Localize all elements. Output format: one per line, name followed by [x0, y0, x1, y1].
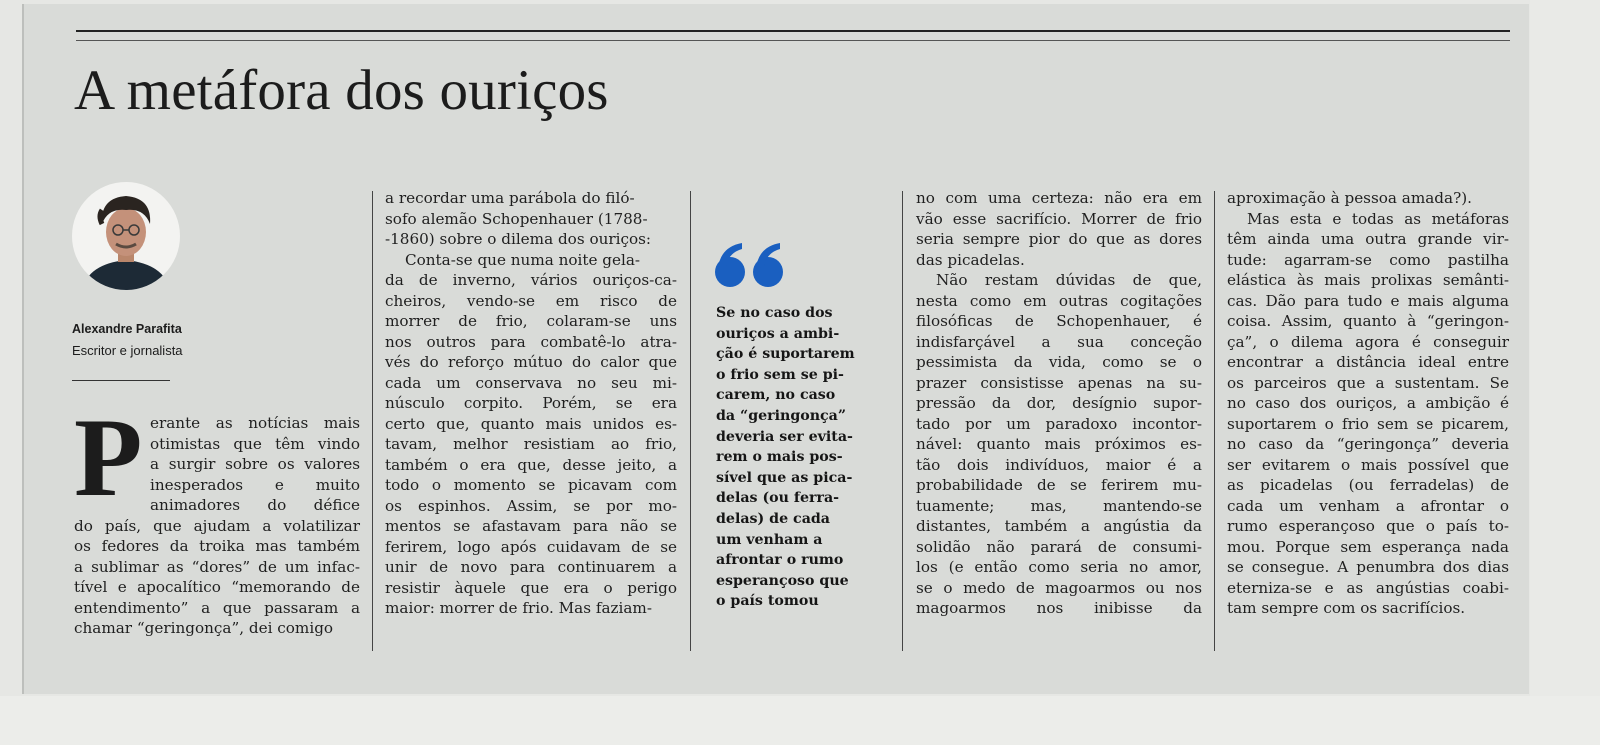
- text-line: núsculo corpito. Porém, se era: [385, 394, 677, 412]
- text-line: Não restam dúvidas de que,: [936, 271, 1202, 289]
- pull-quote-line: ouriços a ambi-: [716, 325, 840, 342]
- headline: A metáfora dos ouriços: [74, 59, 609, 122]
- text-line: animadores do défice: [150, 496, 360, 514]
- text-line: erante as notícias mais: [150, 414, 360, 432]
- text-line: tavam, melhor resistiam ao frio,: [385, 435, 677, 453]
- pull-quote-line: um venham a: [716, 531, 823, 548]
- text-line: as picadelas (ou ferradelas) de: [1227, 476, 1509, 494]
- text-line: se consegue. A penumbra dos dias: [1227, 558, 1509, 576]
- pull-quote-line: carem, no caso: [716, 387, 836, 404]
- text-line: cada um venham a afrontar o: [1227, 496, 1509, 515]
- text-line: nos outros para combatê-lo atra-: [385, 332, 677, 351]
- text-line: no com uma certeza: não era em: [916, 189, 1202, 207]
- text-line: cada um conservava no seu mi-: [385, 373, 677, 392]
- text-line: elástica às mais prolixas semânti-: [1227, 271, 1509, 289]
- text-line: tível e apocalítico “memorando de: [74, 578, 360, 596]
- column-divider: [902, 191, 903, 651]
- text-line: filosóficas de Schopenhauer, é: [916, 312, 1202, 330]
- text-line: mentos se afastavam para não se: [385, 517, 677, 535]
- text-line: ça”, o dilema agora é conseguir: [1227, 332, 1509, 351]
- pull-quote-line: delas (ou ferra-: [716, 490, 840, 507]
- column-1: [150, 413, 360, 516]
- text-line: coisa. Assim, quanto à “geringon-: [1227, 312, 1509, 330]
- text-line: se o medo de magoarmos ou nos: [916, 578, 1202, 597]
- quote-mark-icon: [714, 241, 788, 293]
- text-line: ferirem, logo após cuidavam de se: [385, 537, 677, 556]
- text-line: nesta como em outras cogitações: [916, 291, 1202, 310]
- text-line: otimistas que têm vindo: [150, 434, 360, 453]
- column-3: [916, 188, 1202, 619]
- text-line: unir de novo para continuarem a: [385, 558, 677, 576]
- text-line: nável: quanto mais próximos es-: [916, 435, 1202, 453]
- text-line: eterniza-se e as angústias coabi-: [1227, 578, 1509, 597]
- column-divider: [690, 191, 691, 651]
- pull-quote-line: afrontar o rumo: [716, 552, 844, 569]
- pull-quote-line: ção é suportarem: [716, 346, 855, 363]
- text-line: inesperados e muito: [150, 475, 360, 494]
- text-line: aproximação à pessoa amada?).: [1227, 189, 1472, 207]
- text-line: os fedores da troika mas também: [74, 537, 360, 555]
- text-line: a recordar uma parábola do filó-: [385, 189, 635, 207]
- text-line: encontrar a distância ideal entre: [1227, 353, 1509, 371]
- text-line: Mas esta e todas as metáforas: [1247, 209, 1509, 228]
- text-line: resistir àquele que era o perigo: [385, 578, 677, 597]
- header-rule-thin: [76, 40, 1510, 41]
- text-line: seria sempre pior do que as dores: [916, 230, 1202, 248]
- pull-quote-line: o país tomou: [716, 593, 819, 610]
- column-divider: [1214, 191, 1215, 651]
- text-line: os parceiros que a sustentam. Se: [1227, 373, 1509, 392]
- column-divider: [372, 191, 373, 651]
- text-line: pessimista da vida, como se o: [916, 353, 1202, 371]
- text-line: rumo esperançoso que o país to-: [1227, 517, 1509, 535]
- text-line: a surgir sobre os valores: [150, 455, 360, 473]
- text-line: sofo alemão Schopenhauer (1788-: [385, 209, 648, 228]
- pull-quote-line: Se no caso dos: [716, 305, 833, 321]
- text-line: distantes, também a angústia da: [916, 517, 1202, 535]
- pull-quote-line: da “geringonça”: [716, 407, 847, 424]
- text-line: pressão da dor, desígnio supor-: [916, 394, 1202, 412]
- text-line: cheiros, vendo-se em risco de: [385, 291, 677, 310]
- text-line: -1860) sobre o dilema dos ouriços:: [385, 230, 652, 248]
- pull-quote-line: o frio sem se pi-: [716, 366, 844, 383]
- background-right: [1530, 0, 1600, 745]
- text-line: vão esse sacrifício. Morrer de frio: [916, 209, 1202, 228]
- text-line: tado por um paradoxo incontor-: [916, 414, 1202, 433]
- text-line: indisfarçável a sua conceção: [916, 332, 1202, 351]
- text-line: solidão não parará de consumi-: [916, 537, 1202, 556]
- text-line: tão dois indivíduos, maior é a: [916, 455, 1202, 474]
- column-4: [1227, 188, 1509, 619]
- pull-quote-line: delas) de cada: [716, 510, 830, 527]
- text-line: da de inverno, vários ouriços-ca-: [385, 271, 677, 289]
- pull-quote-line: sível que as pica-: [716, 469, 853, 486]
- text-line: os espinhos. Assim, se por mo-: [385, 496, 677, 515]
- text-line: Conta-se que numa noite gela-: [405, 250, 641, 269]
- text-line: cas. Dão para tudo e mais alguma: [1227, 291, 1509, 310]
- author-role: Escritor e jornalista: [72, 343, 183, 358]
- header-rule: [76, 30, 1510, 32]
- text-line: das picadelas.: [916, 250, 1025, 269]
- text-line: chamar “geringonça”, dei comigo: [74, 619, 334, 637]
- drop-cap: P: [74, 396, 143, 520]
- text-line: no caso da “geringonça” deveria: [1227, 435, 1509, 453]
- author-divider: [72, 380, 170, 381]
- pull-quote: [716, 303, 876, 612]
- text-line: prazer consistisse apenas na su-: [916, 373, 1202, 392]
- text-line: tuamente; mas, mantendo-se: [916, 496, 1202, 515]
- text-line: a sublimar as “dores” de um infac-: [74, 557, 360, 576]
- text-line: tude: agarram-se como pastilha: [1227, 250, 1509, 269]
- text-line: maior: morrer de frio. Mas faziam-: [385, 599, 652, 617]
- text-line: têm ainda uma outra grande vir-: [1227, 230, 1509, 248]
- column-1-lower: [74, 516, 360, 639]
- background-bottom: [0, 696, 1600, 745]
- text-line: suportarem o frio sem se picarem,: [1227, 414, 1509, 433]
- text-line: vés do reforço mútuo do calor que: [385, 353, 677, 371]
- author-portrait: [72, 182, 180, 290]
- text-line: todo o momento se picavam com: [385, 476, 677, 494]
- text-line: morrer de frio, colaram-se uns: [385, 312, 677, 330]
- text-line: tam sempre com os sacrifícios.: [1227, 599, 1466, 617]
- text-line: ser evitarem o mais possível que: [1227, 455, 1509, 474]
- text-line: magoarmos nos inibisse da: [916, 599, 1202, 617]
- pull-quote-line: deveria ser evita-: [716, 428, 853, 445]
- author-name: Alexandre Parafita: [72, 322, 182, 336]
- text-line: do país, que ajudam a volatilizar: [74, 516, 360, 535]
- text-line: também o era que, desse jeito, a: [385, 455, 677, 474]
- text-line: los (e então como seria no amor,: [916, 558, 1202, 576]
- text-line: certo que, quanto mais unidos es-: [385, 414, 677, 433]
- pull-quote-line: rem o mais pos-: [716, 449, 843, 466]
- author-photo: [72, 182, 180, 290]
- text-line: no caso dos ouriços, a ambição é: [1227, 394, 1509, 412]
- text-line: probabilidade de se ferirem mu-: [916, 476, 1202, 494]
- column-2: [385, 188, 677, 619]
- text-line: entendimento” a que passaram a: [74, 598, 360, 617]
- pull-quote-line: esperançoso que: [716, 572, 849, 589]
- text-line: mou. Porque sem esperança nada: [1227, 537, 1509, 556]
